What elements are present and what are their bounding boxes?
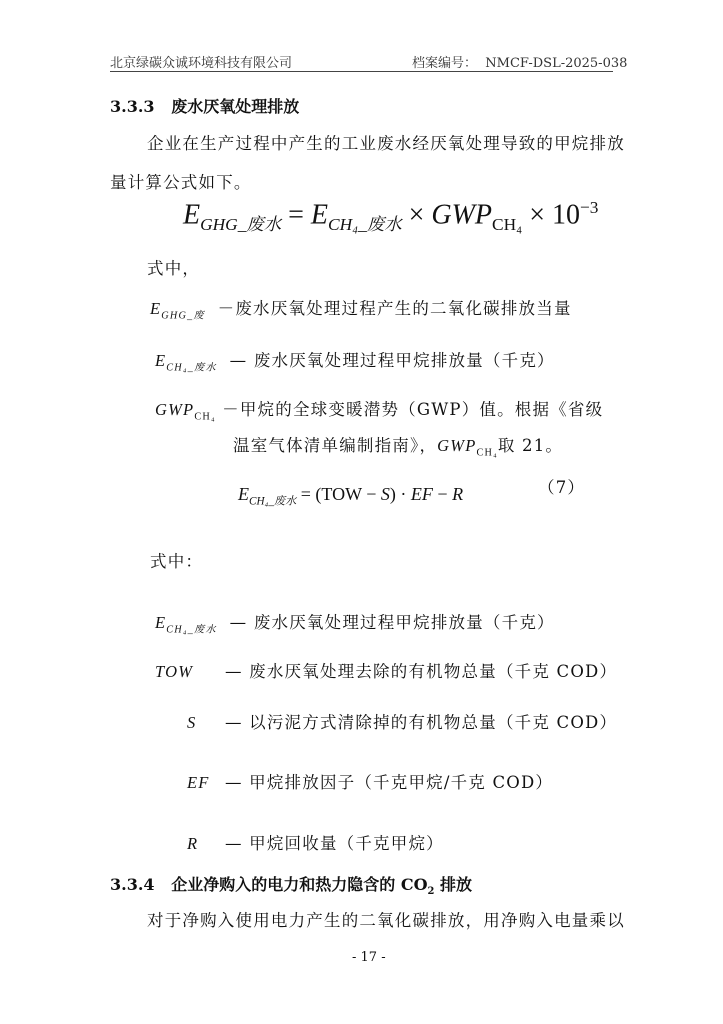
definition-item: S — 以污泥方式清除掉的有机物总量（千克 COD） (187, 713, 618, 732)
page-number: - 17 - (352, 950, 386, 965)
equation-number: （7） (538, 478, 586, 497)
doc-no-label: 档案编号： (412, 56, 478, 71)
header-rule (110, 71, 613, 72)
definition-item: TOW — 废水厌氧处理去除的有机物总量（千克 COD） (155, 662, 618, 681)
definition-item: $E_{GHG\_废}$ －废水厌氧处理过程产生的二氧化碳排放当量 (150, 299, 572, 322)
definition-item: $E_{CH_4\_废水}$ — 废水厌氧处理过程甲烷排放量（千克） (155, 613, 555, 636)
where-label: 式中， (147, 259, 201, 278)
section-heading-3-3-4: 3.3.4 企业净购入的电力和热力隐含的 $CO_2$ 排放 (110, 875, 472, 898)
definition-item: EF — 甲烷排放因子（千克甲烷/千克 COD） (187, 773, 554, 792)
paragraph-line: 企业在生产过程中产生的工业废水经厌氧处理导致的甲烷排放 (147, 134, 625, 153)
paragraph-line: 量计算公式如下。 (110, 173, 252, 192)
header-company: 北京绿碳众诚环境科技有限公司 (110, 56, 293, 71)
definition-item: $GWP_{CH_4}$ －甲烷的全球变暖潜势（GWP）值。根据《省级 (155, 400, 604, 423)
doc-no: NMCF-DSL-2025-038 (485, 56, 628, 71)
section-heading-3-3-3: 3.3.3 废水厌氧处理排放 (110, 97, 300, 116)
header-doc-number (412, 52, 627, 71)
formula-ghg: $E_{GHG\_废水} = E_{CH_4\_废水} \times GWP_{CH_4} \times 10^{-3}$ (183, 198, 599, 234)
formula-ch4: $E_{CH_4\_废水} = (TOW - S)$ · EF − R (238, 484, 464, 508)
definition-continuation: 温室气体清单编制指南》，$GWP_{CH_4}$取 21。 (233, 436, 564, 459)
paragraph-line: 对于净购入使用电力产生的二氧化碳排放，用净购入电量乘以 (147, 911, 625, 930)
where-label: 式中： (150, 552, 204, 571)
definition-item: $E_{CH_4\_废水}$ — 废水厌氧处理过程甲烷排放量（千克） (155, 351, 555, 374)
definition-item: R — 甲烷回收量（千克甲烷） (187, 834, 444, 853)
